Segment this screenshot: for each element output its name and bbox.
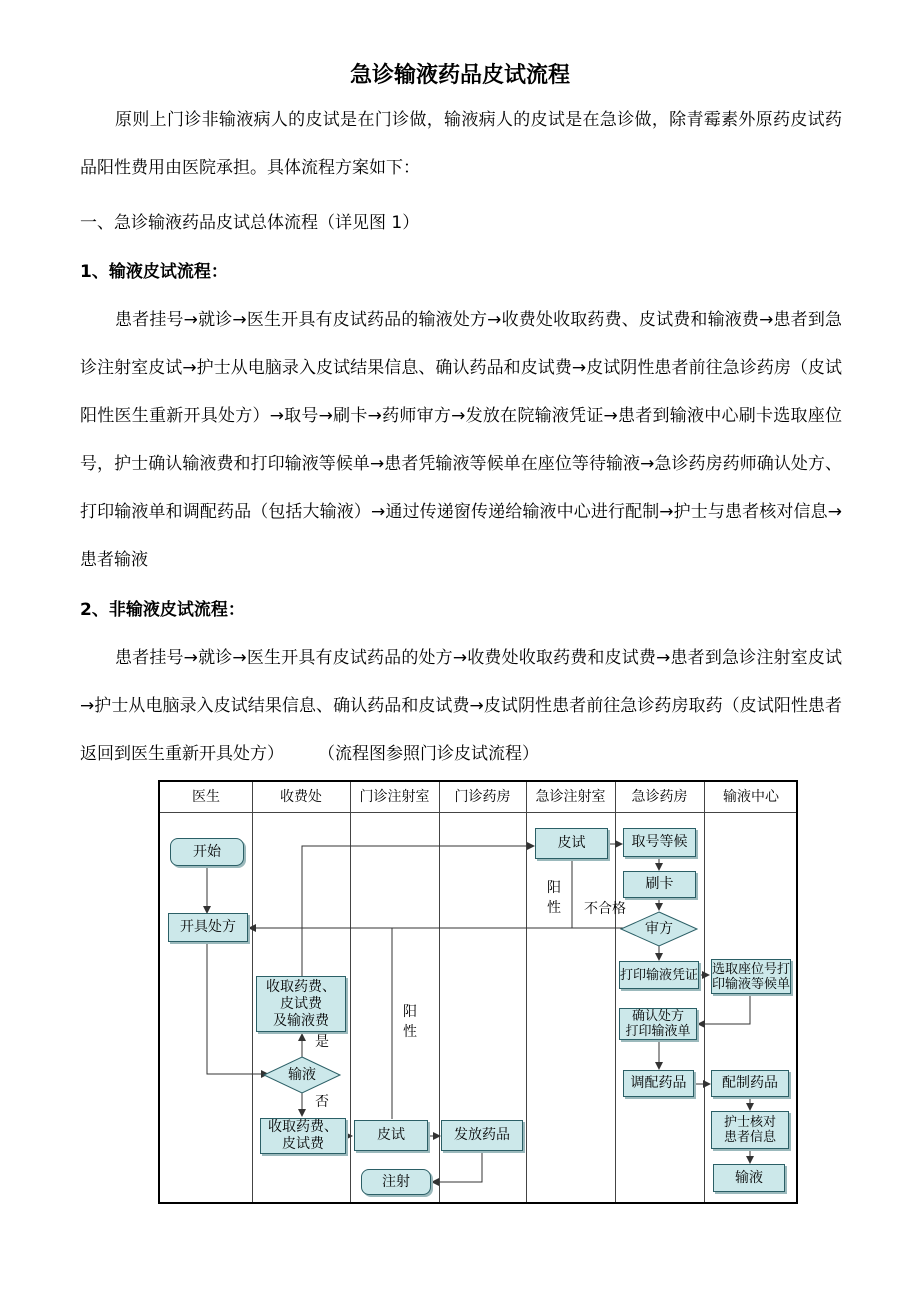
node-print-voucher: 打印输液凭证 <box>619 961 699 989</box>
lane-header-doctor: 医生 <box>192 789 220 805</box>
lane-header-cashier: 收费处 <box>280 789 322 805</box>
node-charge-infusion: 收取药费、 皮试费 及输液费 <box>256 976 346 1032</box>
node-select-seat: 选取座位号打 印输液等候单 <box>711 959 791 994</box>
node-swipe-card: 刷卡 <box>623 871 696 898</box>
node-dispense-emergency: 调配药品 <box>623 1070 694 1097</box>
node-prescribe: 开具处方 <box>168 913 248 942</box>
label-unqualified: 不合格 <box>584 901 626 917</box>
label-positive-outpatient: 阳 性 <box>403 1004 417 1040</box>
label-yes: 是 <box>315 1034 329 1050</box>
label-positive-emergency: 阳 性 <box>547 880 561 916</box>
node-nurse-check: 护士核对 患者信息 <box>711 1111 789 1149</box>
section-heading-1: 一、急诊输液药品皮试总体流程（详见图 1） <box>80 213 420 233</box>
subsection-heading-non-infusion: 2、非输液皮试流程： <box>80 600 245 620</box>
lane-header-emergency-injection: 急诊注射室 <box>535 789 606 805</box>
lane-header-infusion-center: 输液中心 <box>723 789 779 805</box>
node-charge-no-infusion: 收取药费、 皮试费 <box>260 1118 346 1154</box>
lane-header-outpatient-injection: 门诊注射室 <box>359 789 430 805</box>
flowchart <box>158 780 798 1204</box>
node-injection: 注射 <box>361 1169 431 1195</box>
non-infusion-flow-paragraph: 患者挂号→就诊→医生开具有皮试药品的处方→收费处收取药费和皮试费→患者到急诊注射室皮试→护士从电脑录入皮试结果信息、确认药品和皮试费→皮试阴性患者前往急诊药房取药（皮试阳性患者返回到医生重新开具处方） （流程图参照门诊皮试流程） <box>80 648 842 764</box>
intro-paragraph: 原则上门诊非输液病人的皮试是在门诊做，输液病人的皮试是在急诊做，除青霉素外原药皮试药品阳性费用由医院承担。具体流程方案如下： <box>80 110 842 178</box>
arrow-to-emergency-skin-test <box>302 846 534 976</box>
arrow-to-confirm-rx <box>698 994 750 1024</box>
node-queue-number: 取号等候 <box>623 828 696 857</box>
node-start: 开始 <box>170 838 244 866</box>
lane-header-outpatient-pharmacy: 门诊药房 <box>454 789 511 805</box>
node-confirm-rx: 确认处方 打印输液单 <box>619 1008 697 1040</box>
node-decision-infusion: 输液 <box>288 1066 316 1083</box>
node-dispense-outpatient: 发放药品 <box>441 1120 523 1151</box>
lane-header-emergency-pharmacy: 急诊药房 <box>631 789 688 805</box>
subsection-heading-infusion: 1、输液皮试流程： <box>80 262 228 282</box>
arrow-to-injection <box>432 1152 482 1182</box>
node-skin-test-outpatient: 皮试 <box>354 1120 428 1151</box>
label-no: 否 <box>315 1094 329 1110</box>
node-compound: 配制药品 <box>711 1070 789 1097</box>
arrow-positive-to-prescribe <box>249 860 572 928</box>
infusion-flow-paragraph: 患者挂号→就诊→医生开具有皮试药品的输液处方→收费处收取药费、皮试费和输液费→患者到急诊注射室皮试→护士从电脑录入皮试结果信息、确认药品和皮试费→皮试阴性患者前往急诊药房（皮试阳性医生重新开具处方）→取号→刷卡→药师审方→发放在院输液凭证→患者到输液中心刷卡选取座位号，护士确认输液费和打印输液等候单→患者凭输液等候单在座位等待输液→急诊药房药师确认处方、打印输液单和调配药品（包括大输液）→通过传递窗传递给输液中心进行配制→护士与患者核对信息→患者输液 <box>80 310 842 570</box>
node-skin-test-emergency: 皮试 <box>535 828 608 859</box>
page-title: 急诊输液药品皮试流程 <box>349 63 570 88</box>
node-review: 审方 <box>645 920 673 937</box>
node-infusion: 输液 <box>713 1164 785 1192</box>
